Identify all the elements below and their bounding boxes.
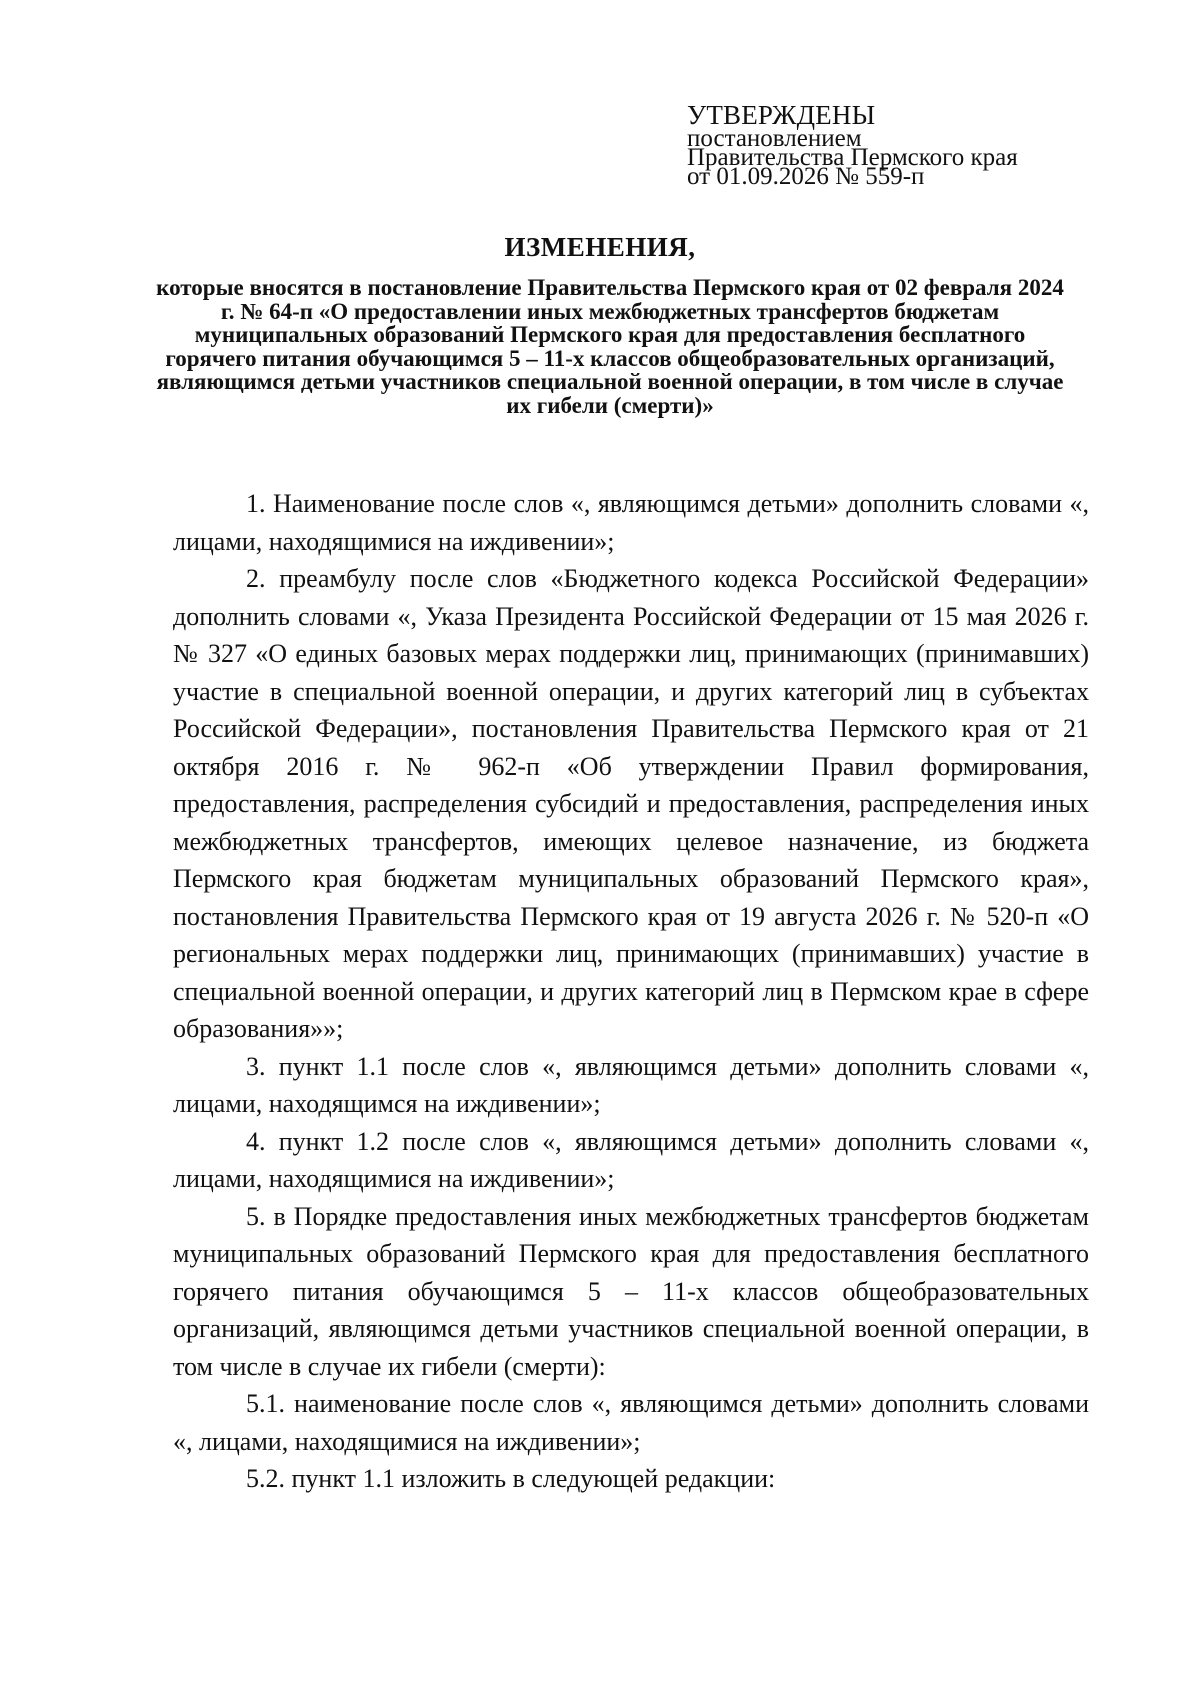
document-subtitle: которые вносятся в постановление Правительства Пермского края от 02 февраля 2024 г. № 64-п «О предоставлении иных межбюджетных трансфертов бюджетам муниципальных образований Пермского края для предоставления бесплатного горячего питания обучающимся 5 – 11-х классов общеобразовательных организаций, являющимся детьми участников специальной военной операции, в том числе в случае их гибели (смерти)» (156, 275, 1064, 418)
approval-block (687, 100, 1018, 190)
paragraph-5-1: 5.1. наименование после слов «, являющимся детьми» дополнить словами «, лицами, находящимися на иждивении»; (173, 1389, 1089, 1456)
approval-line-1: постановлением (687, 125, 862, 152)
paragraph-5-2: 5.2. пункт 1.1 изложить в следующей редакции: (246, 1464, 776, 1493)
document-body (173, 485, 1089, 1498)
paragraph-3: 3. пункт 1.1 после слов «, являющимся детьми» дополнить словами «, лицами, находящимся на иждивении»; (173, 1051, 1089, 1118)
paragraph-2: 2. преамбулу после слов «Бюджетного кодекса Российской Федерации» дополнить словами «, Указа Президента Российской Федерации от 15 мая 2026 г. № 327 «О единых базовых мерах поддержки лиц, принимающих (принимавших) участие в специальной военной операции, и других категорий лиц в субъектах Российской Федерации», постановления Правительства Пермского края от 21 октября 2016 г. № 962-п «Об утверждении Правил формирования, предоставления, распределения субсидий и предоставления, распределения иных межбюджетных трансфертов, имеющих целевое назначение, из бюджета Пермского края бюджетам муниципальных образований Пермского края», постановления Правительства Пермского края от 19 августа 2026 г. № 520-п «О региональных мерах поддержки лиц, принимающих (принимавших) участие в специальной военной операции, и других категорий лиц в Пермском крае в сфере образования»»; (173, 564, 1089, 1043)
paragraph-5: 5. в Порядке предоставления иных межбюджетных трансфертов бюджетам муниципальных образований Пермского края для предоставления бесплатного горячего питания обучающимся 5 – 11-х классов общеобразовательных организаций, являющимся детьми участников специальной военной операции, в том числе в случае их гибели (смерти): (173, 1201, 1089, 1381)
paragraph-1: 1. Наименование после слов «, являющимся детьми» дополнить словами «, лицами, находящимися на иждивении»; (173, 489, 1089, 556)
approval-heading: УТВЕРЖДЕНЫ (687, 100, 876, 130)
approval-line-2: Правительства Пермского края (687, 144, 1018, 171)
document-title: ИЗМЕНЕНИЯ, (504, 232, 696, 262)
paragraph-4: 4. пункт 1.2 после слов «, являющимся детьми» дополнить словами «, лицами, находящимися на иждивении»; (173, 1126, 1089, 1193)
approval-line-3: от 01.09.2026 № 559-п (687, 163, 925, 190)
